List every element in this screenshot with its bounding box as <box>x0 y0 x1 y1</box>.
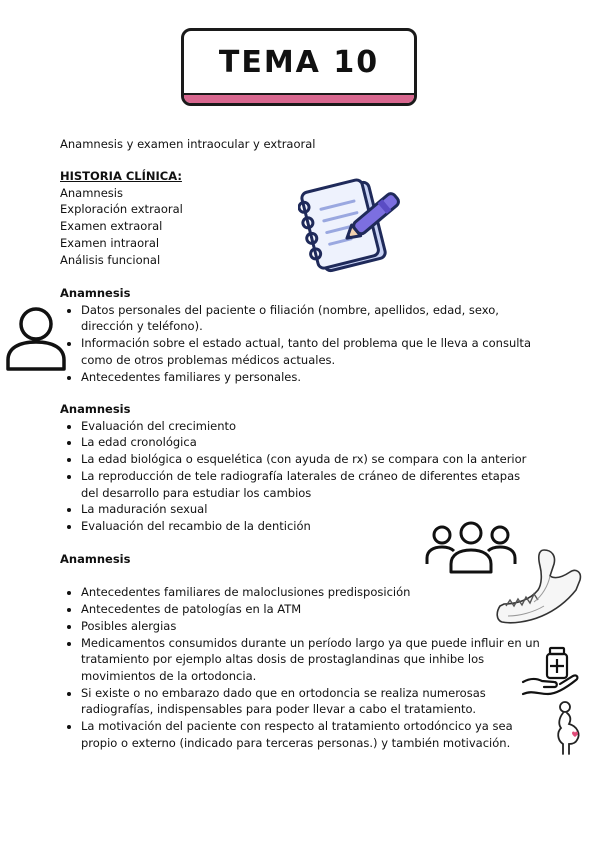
section-heading: Anamnesis <box>60 552 131 566</box>
list-item: • Datos personales del paciente o filiación (nombre, apellidos, edad, sexo, dirección y teléfono). <box>81 302 540 335</box>
list-item: • La edad cronológica <box>81 434 540 451</box>
title-accent-strip <box>184 93 414 103</box>
anamnesis-section-3 <box>60 551 540 751</box>
historia-item: Anamnesis <box>60 185 123 200</box>
list-item: • Si existe o no embarazo dado que en ortodoncia se realiza numerosas radiografías, indispensables para poder llevar a cabo el tratamiento. <box>81 685 540 718</box>
bullet-list <box>60 418 540 535</box>
historia-clinica-heading: HISTORIA CLÍNICA: <box>60 169 182 183</box>
bullet-list <box>60 584 540 751</box>
list-item: • Antecedentes familiares y personales. <box>81 369 540 386</box>
anamnesis-section-1 <box>60 285 540 385</box>
section-heading: Anamnesis <box>60 286 131 300</box>
person-icon <box>5 304 67 372</box>
page-title: TEMA 10 <box>218 45 380 80</box>
list-item: • Evaluación del recambio de la dentición <box>81 518 540 535</box>
list-item: • Medicamentos consumidos durante un período largo ya que puede influir en un tratamiento por ejemplo altas dosis de prostaglandinas que inhibe los movimientos de la ortodoncia. <box>81 635 540 685</box>
list-item: • La motivación del paciente con respecto al tratamiento ortodóncico ya sea propio o externo (indicado para terceras personas.) y también motivación. <box>81 718 540 751</box>
historia-item: Análisis funcional <box>60 252 161 267</box>
anamnesis-section-2 <box>60 401 540 535</box>
list-item: • Antecedentes familiares de maloclusiones predisposición <box>81 584 540 601</box>
historia-item: Exploración extraoral <box>60 202 183 217</box>
list-item: • Posibles alergias <box>81 618 540 635</box>
list-item: • La edad biológica o esquelética (con ayuda de rx) se compara con la anterior <box>81 451 540 468</box>
list-item: • La reproducción de tele radiografía laterales de cráneo de diferentes etapas del desarrollo para estudiar los cambios <box>81 468 540 501</box>
historia-item: Examen intraoral <box>60 235 160 250</box>
list-item: • La maduración sexual <box>81 501 540 518</box>
list-item: • Evaluación del crecimiento <box>81 418 540 435</box>
subtitle: Anamnesis y examen intraocular y extraoral <box>60 137 316 151</box>
historia-clinica-block <box>60 168 183 268</box>
notebook-pen-icon <box>298 176 414 274</box>
pregnancy-icon <box>549 700 585 756</box>
list-item: • Antecedentes de patologías en la ATM <box>81 601 540 618</box>
list-item: • Información sobre el estado actual, tanto del problema que le lleva a consulta como de otros problemas médicos actuales. <box>81 335 540 368</box>
bullet-list <box>60 302 540 386</box>
jaw-icon <box>494 546 586 630</box>
historia-item: Examen extraoral <box>60 219 163 234</box>
medicine-hand-icon <box>520 644 582 700</box>
section-heading: Anamnesis <box>60 402 131 416</box>
title-banner <box>181 28 417 106</box>
